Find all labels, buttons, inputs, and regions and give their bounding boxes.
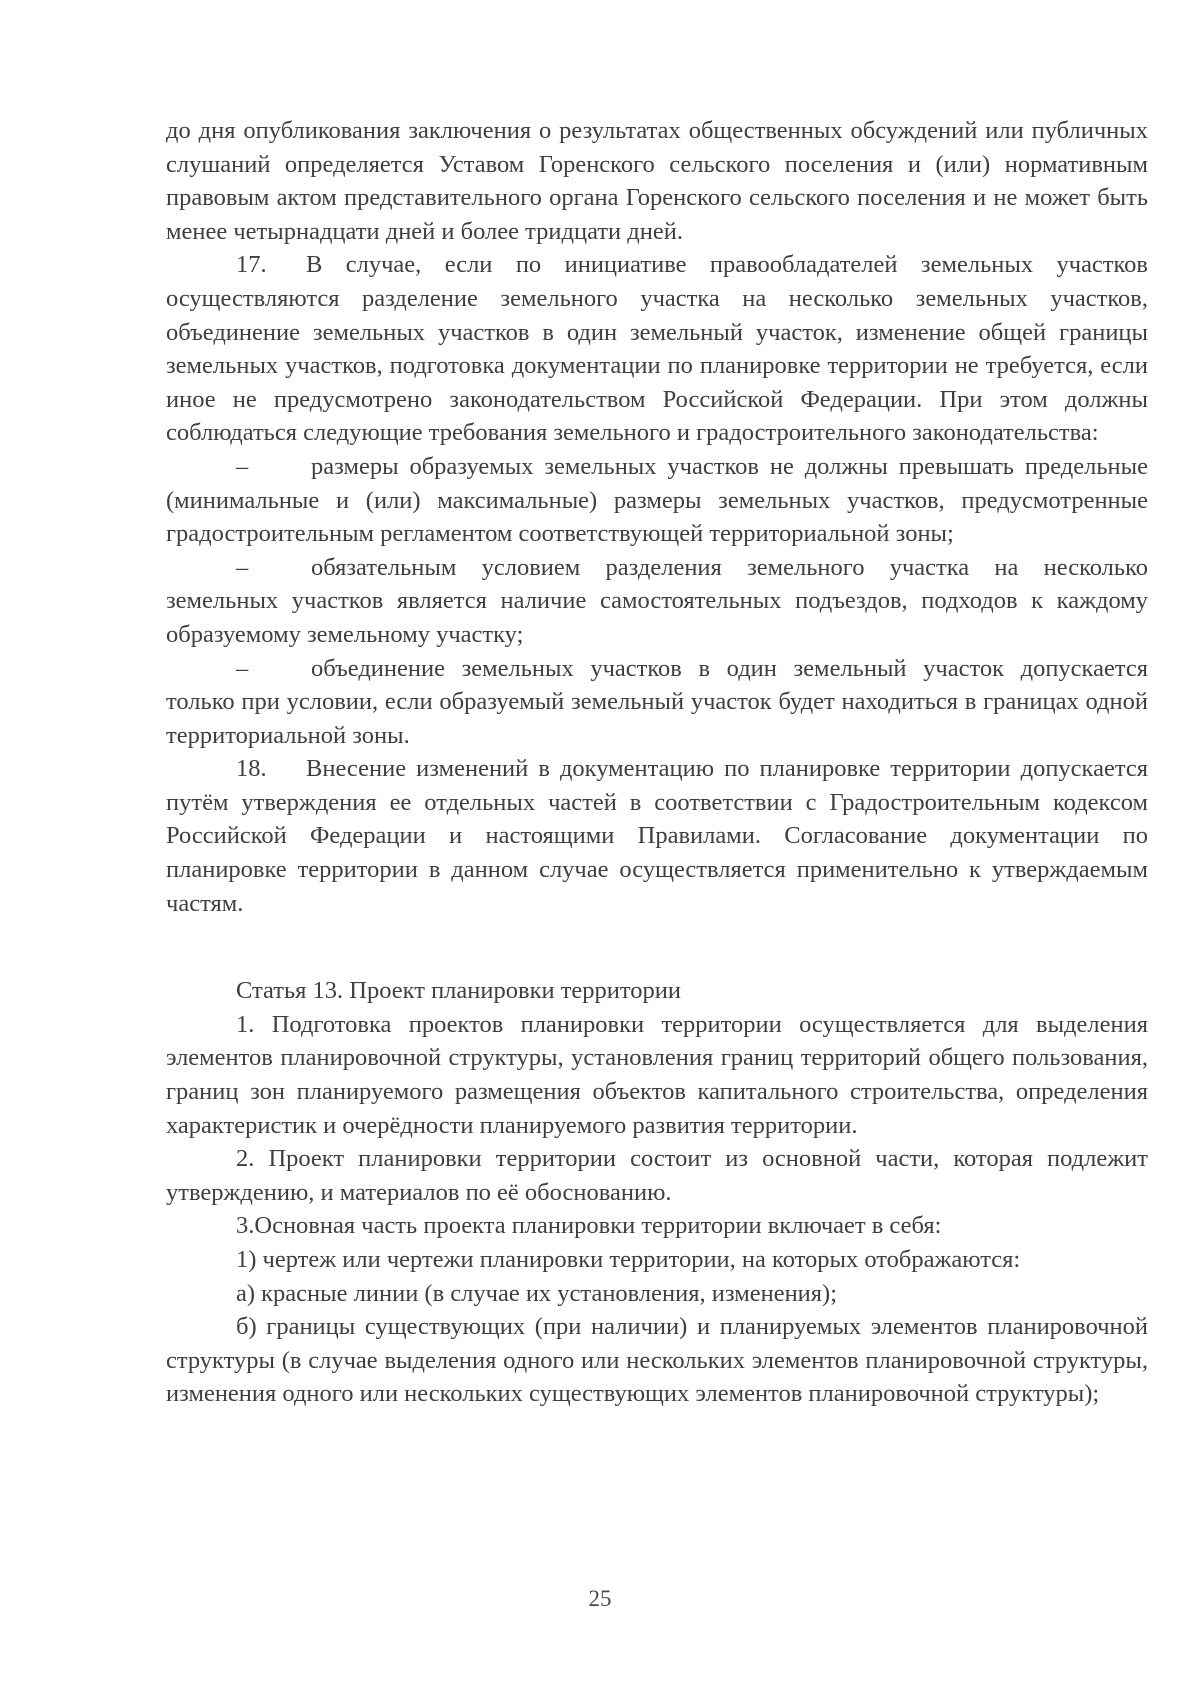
list-dash: – xyxy=(236,452,249,480)
article-paragraph-1: 1. Подготовка проектов планировки территории осуществляется для выделения элементов планировочной структуры, установления границ территорий общего пользования, границ зон планируемого размещения объектов капитального строительства, определения характеристик и очерёдности планируемого развития территории. xyxy=(166,1010,1148,1139)
paragraph-17 xyxy=(166,248,1148,450)
list-item-2-text: обязательным условием разделения земельного участка на несколько земельных участков является наличие самостоятельных подъездов, подходов к каждому образуемому земельному участку; xyxy=(166,553,1148,648)
list-item-1-text: размеры образуемых земельных участков не должны превышать предельные (минимальные и (или) максимальные) размеры земельных участков, предусмотренные градостроительным регламентом соответствующей территориальной зоны; xyxy=(166,452,1148,548)
list-dash: – xyxy=(236,553,249,581)
list-item-1 xyxy=(166,450,1148,551)
list-item-2 xyxy=(166,551,1148,652)
paragraph-number: 17. xyxy=(236,251,267,279)
article-heading: Статья 13. Проект планировки территории xyxy=(236,977,682,1005)
list-item-3 xyxy=(166,652,1148,753)
document-body xyxy=(166,114,1148,1411)
spacer xyxy=(166,920,1148,974)
page-number: 25 xyxy=(588,1586,612,1611)
article-paragraph-2: 2. Проект планировки территории состоит из основной части, которая подлежит утверждению, и материалов по её обоснованию. xyxy=(166,1145,1148,1206)
list-item-3-text: объединение земельных участков в один земельный участок допускается только при условии, если образуемый земельный участок будет находиться в границах одной территориальной зоны. xyxy=(166,654,1148,749)
article-subitem-a: а) красные линии (в случае их установления, изменения); xyxy=(236,1279,838,1307)
list-dash: – xyxy=(236,654,249,682)
paragraph-18-text: Внесение изменений в документацию по планировке территории допускается путём утверждения ее отдельных частей в соответствии с Градостроительным кодексом Российской Федерации и настоящими Правилами. Согласование документации по планировке территории в данном случае осуществляется применительно к утверждаемым частям. xyxy=(166,755,1148,917)
paragraph-18 xyxy=(166,752,1148,920)
paragraph-number: 18. xyxy=(236,755,267,783)
paragraph-17-text: В случае, если по инициативе правообладателей земельных участков осуществляются разделение земельного участка на несколько земельных участков, объединение земельных участков в один земельный участок, изменение общей границы земельных участков, подготовка документации по планировке территории не требуется, если иное не предусмотрено законодательством Российской Федерации. При этом должны соблюдаться следующие требования земельного и градостроительного законодательства: xyxy=(166,251,1148,447)
paragraph-16-tail: до дня опубликования заключения о результатах общественных обсуждений или публичных слушаний определяется Уставом Горенского сельского поселения и (или) нормативным правовым актом представительного органа Горенского сельского поселения и не может быть менее четырнадцати дней и более тридцати дней. xyxy=(166,117,1148,245)
article-subitem-1: 1) чертеж или чертежи планировки территории, на которых отображаются: xyxy=(236,1246,1021,1273)
article-paragraph-3: 3.Основная часть проекта планировки территории включает в себя: xyxy=(236,1212,942,1240)
article-subitem-b: б) границы существующих (при наличии) и планируемых элементов планировочной структуры (в случае выделения одного или нескольких элементов планировочной структуры, изменения одного или нескольких существующих элементов планировочной структуры); xyxy=(166,1313,1148,1408)
